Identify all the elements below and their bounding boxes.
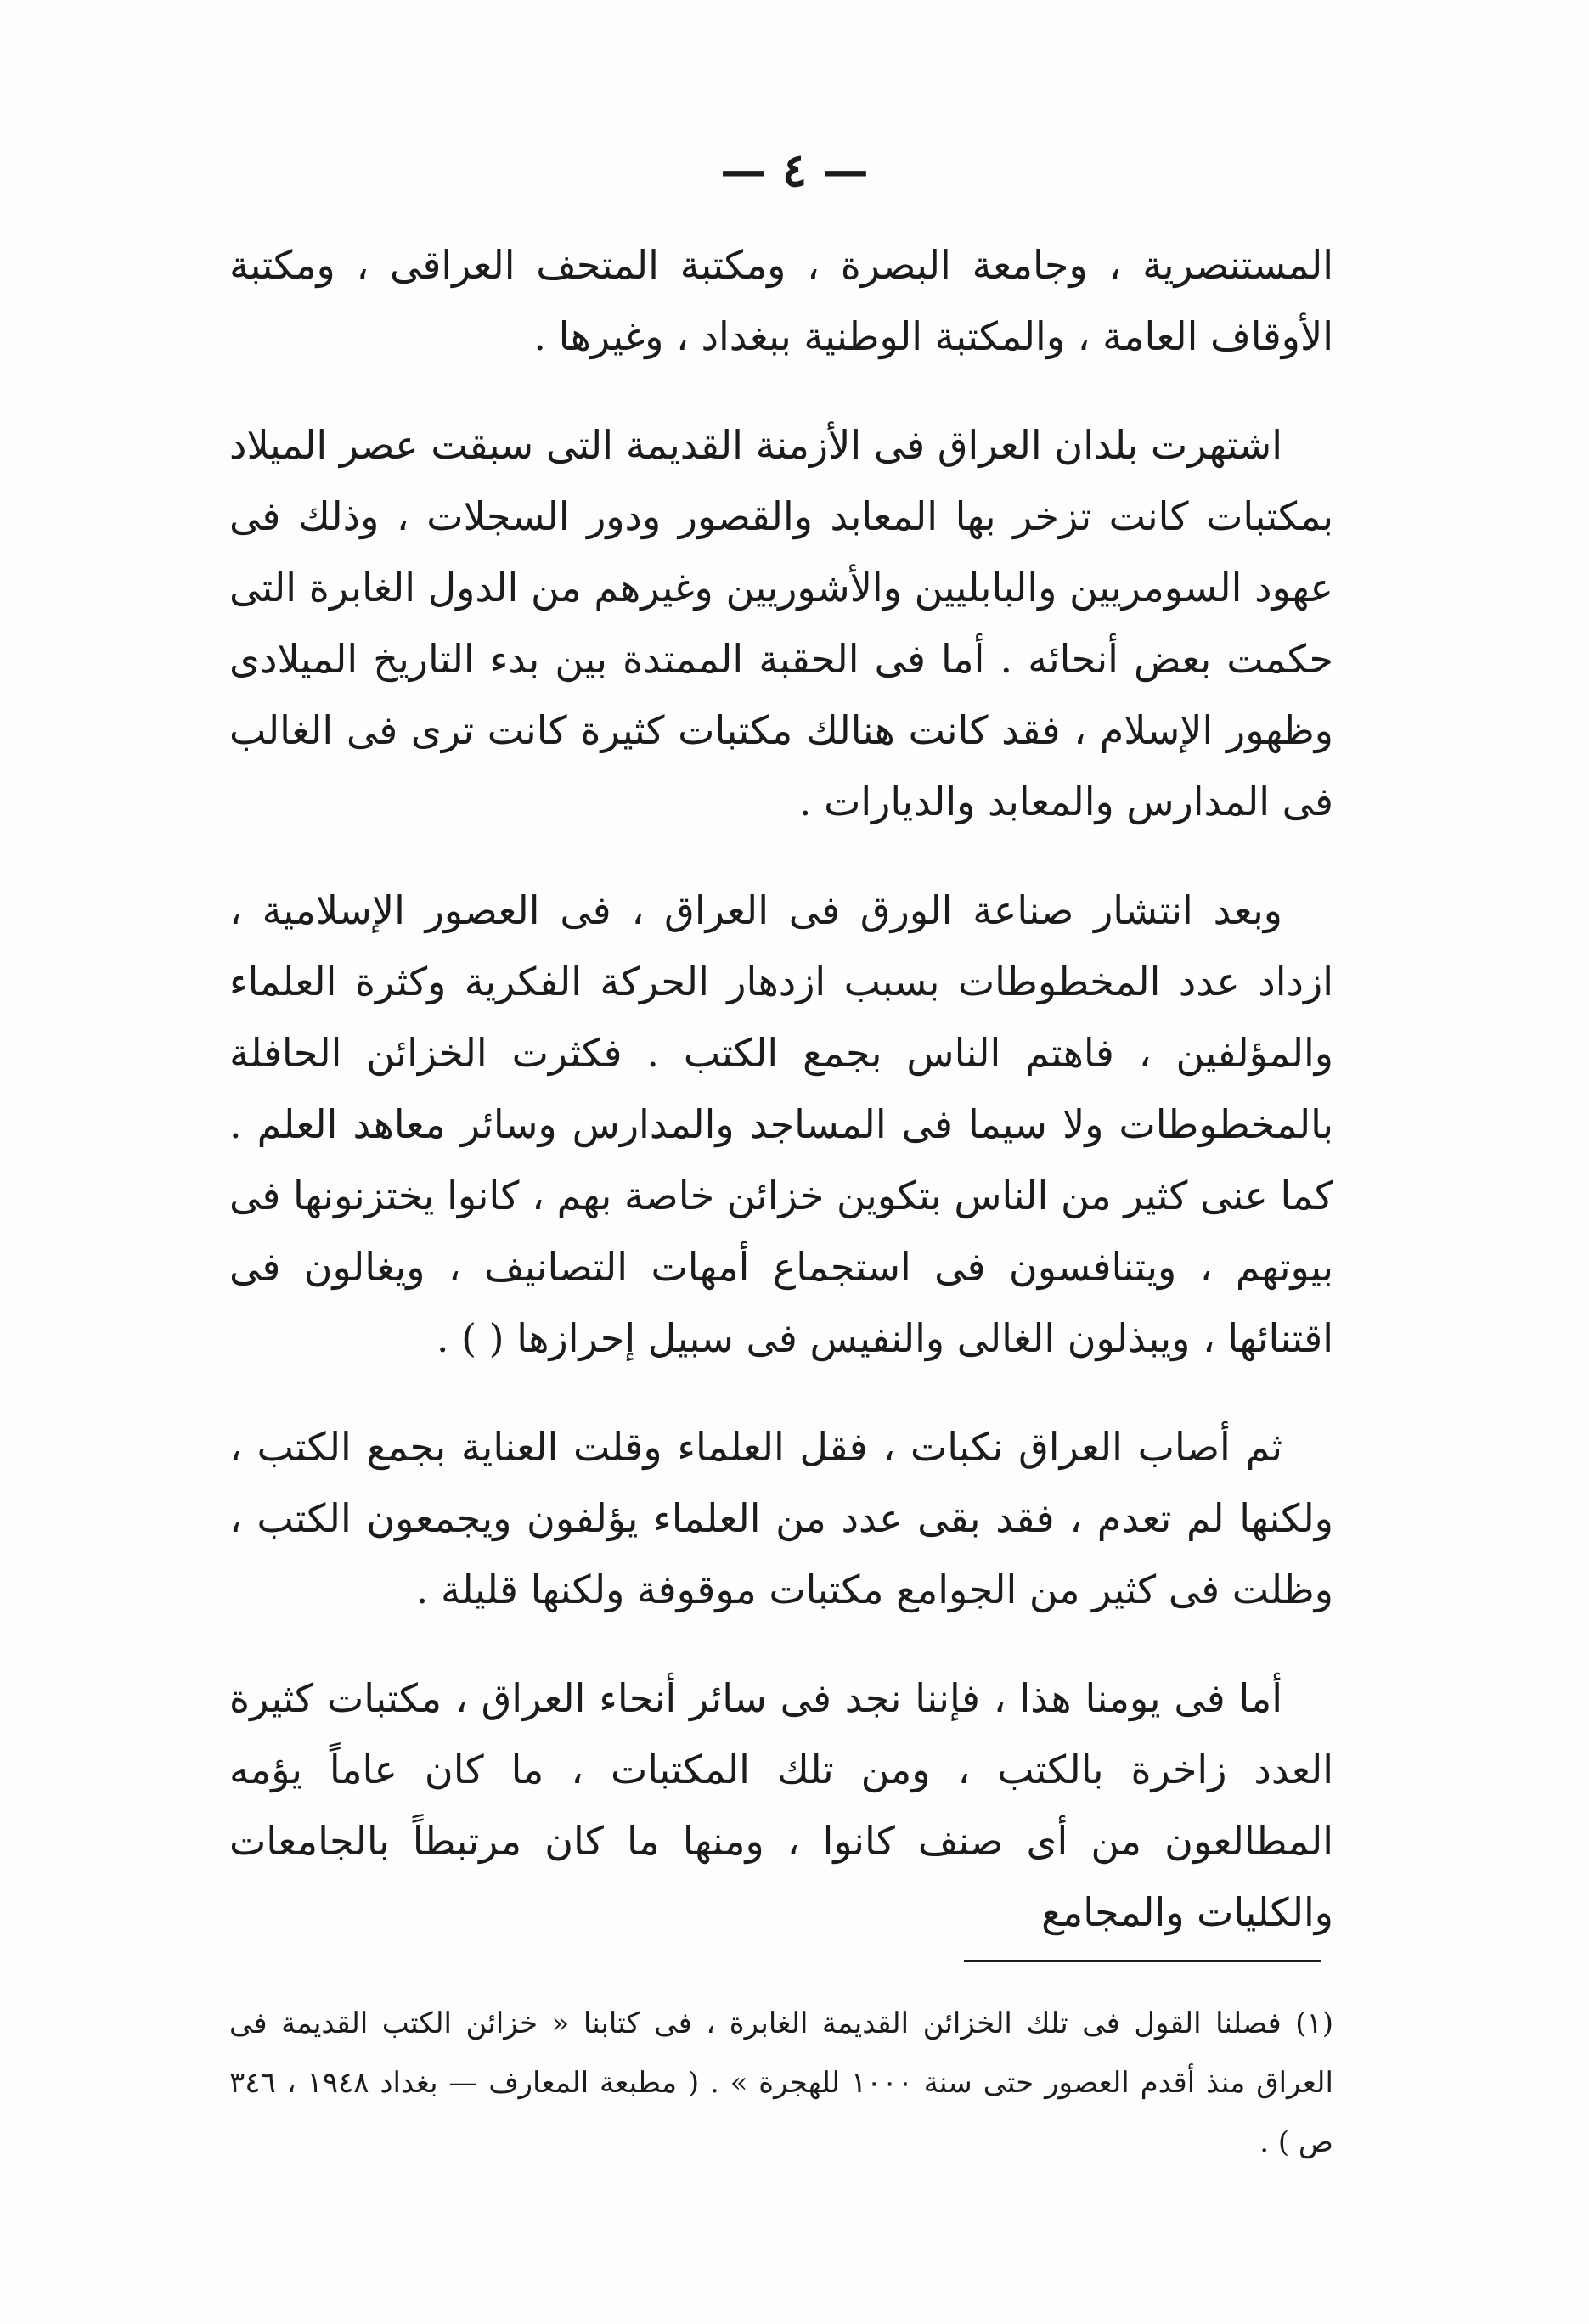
body-text (229, 229, 1333, 1985)
page-number: — ٤ — (720, 143, 869, 197)
paragraph-calamities: ثم أصاب العراق نكبات ، فقل العلماء وقلت العناية بجمع الكتب ، ولكنها لم تعدم ، فقد بقى عدد من العلماء يؤلفون ويجمعون الكتب ، وظلت فى كثير من الجوامع مكتبات موقوفة ولكنها قليلة . (229, 1424, 1333, 1612)
footnote: (١) فصلنا القول فى تلك الخزائن القديمة الغابرة ، فى كتابنا « خزائن الكتب القديمة فى العراق منذ أقدم العصور حتى سنة ١٠٠٠ للهجرة » . ( مطبعة المعارف — بغداد ١٩٤٨ ، ٣٤٦ ص ) . (229, 2006, 1333, 2159)
footnote-divider (964, 1960, 1321, 1962)
paragraph-paper-industry: وبعد انتشار صناعة الورق فى العراق ، فى العصور الإسلامية ، ازداد عدد المخطوطات بسبب ازدهار الحركة الفكرية وكثرة العلماء والمؤلفين ، فاهتم الناس بجمع الكتب . فكثرت الخزائن الحافلة بالمخطوطات ولا سيما فى المساجد والمدارس وسائر معاهد العلم . كما عنى كثير من الناس بتكوين خزائن خاصة بهم ، كانوا يختزنونها فى بيوتهم ، ويتنافسون فى استجماع أمهات التصانيف ، ويغالون فى اقتنائها ، ويبذلون الغالى والنفيس فى سبيل إحرازها ( ) . (229, 887, 1333, 1361)
paragraph-present-day: أما فى يومنا هذا ، فإننا نجد فى سائر أنحاء العراق ، مكتبات كثيرة العدد زاخرة بالكتب ، ومن تلك المكتبات ، ما كان عاماً يؤمه المطالعون من أى صنف كانوا ، ومنها ما كان مرتبطاً بالجامعات والكليات والمجامع (229, 1675, 1333, 1935)
paragraph-continuation: المستنصرية ، وجامعة البصرة ، ومكتبة المتحف العراقى ، ومكتبة الأوقاف العامة ، والمكتبة الوطنية ببغداد ، وغيرها . (229, 242, 1333, 359)
paragraph-ancient-libraries: اشتهرت بلدان العراق فى الأزمنة القديمة التى سبقت عصر الميلاد بمكتبات كانت تزخر بها المعابد والقصور ودور السجلات ، وذلك فى عهود السومريين والبابليين والأشوريين وغيرهم من الدول الغابرة التى حكمت بعض أنحائه . أما فى الحقبة الممتدة بين بدء التاريخ الميلادى وظهور الإسلام ، فقد كانت هنالك مكتبات كثيرة كانت ترى فى الغالب فى المدارس والمعابد والديارات . (229, 422, 1333, 824)
